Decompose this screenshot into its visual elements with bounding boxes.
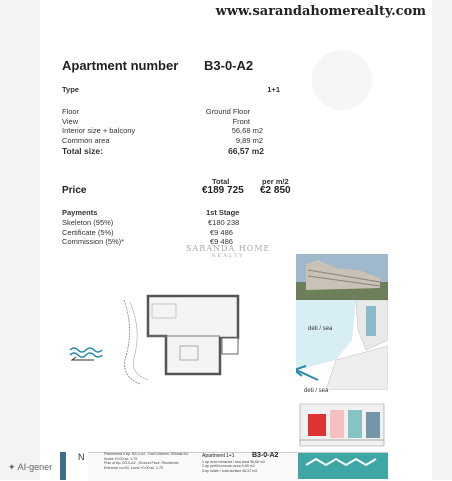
building-detail-plan [296, 400, 388, 452]
apartment-legend-label: Apartment [202, 453, 226, 459]
payment-row-label: Certificate (5%) [62, 228, 114, 237]
view-value: Front [232, 117, 250, 126]
logo-watermark-circle [312, 50, 372, 110]
view-label: View [62, 117, 79, 126]
plan-footer-text: Planimetria e Ap. B3-0-A2 , Kati 0,Banim, Shkalla B3, Kuota +0.00 sh. 1:75 Plan of Ap. B3-0-A2 , Ground Floor, Residence, Entrance no.B3, Level +0.00 sc. 1:75 [104, 452, 189, 470]
payment-row-value: €9 486 [210, 228, 233, 237]
legend-row: 1.ap neto+veranda / sea area 56,68 m2 [202, 460, 266, 464]
apartment-number: B3-0-A2 [204, 58, 254, 73]
common-area-value: 9,89 m2 [235, 136, 263, 145]
price-perm2: €2 850 [260, 185, 291, 196]
common-area-label: Common area [62, 136, 110, 145]
legend-blue-bar [60, 452, 66, 480]
total-size-label: Total size: [62, 146, 103, 156]
legend-row: 2.ap perfil/common area 9,89 m2 [202, 464, 255, 469]
site-map-image [296, 300, 388, 390]
type-value: 1+1 [267, 85, 280, 94]
floor-plan-drawing [60, 288, 260, 388]
price-total-head: Total [212, 177, 230, 186]
left-margin [0, 0, 40, 480]
payments-stage-head: 1st Stage [206, 208, 240, 217]
building-render-image [296, 254, 388, 300]
price-label: Price [62, 185, 87, 196]
total-size-value: 66,57 m2 [228, 146, 264, 156]
website-url: www.sarandahomerealty.com [215, 4, 426, 19]
compass-icon: N [78, 452, 85, 462]
right-margin [432, 0, 452, 480]
payment-row-label: Skeleton (95%) [62, 218, 114, 227]
price-perm2-head: per m/2 [262, 177, 289, 186]
payment-row-label: Commission (5%)* [62, 237, 125, 246]
payment-row-value: €9 486 [210, 237, 233, 246]
ai-generated-label: AI-gener [17, 462, 53, 472]
sea-label: deti / sea [304, 388, 329, 394]
type-label: Type [62, 85, 79, 94]
price-total: €189 725 [202, 185, 244, 196]
sparkle-icon: ✦ [8, 462, 16, 472]
brand-watermark: SARANDA HOME REALTY [186, 244, 271, 259]
interior-value: 56,68 m2 [231, 126, 263, 135]
sea-label: deti / sea [308, 326, 333, 332]
brand-wave-logo [298, 453, 388, 479]
legend-row: 3.ap totale / total surface 66,57 m2 [202, 468, 258, 473]
ai-generated-badge [8, 462, 52, 473]
apartment-legend-number: B3-0-A2 [252, 452, 279, 459]
apartment-legend-rows [202, 460, 265, 473]
floor-label: Floor [62, 107, 80, 116]
payment-row-value: €180 238 [208, 218, 240, 227]
floor-value: Ground Floor [205, 107, 250, 116]
apartment-legend-type: 1+1 [226, 453, 235, 459]
payments-label: Payments [62, 208, 98, 217]
apartment-title: Apartment number [62, 58, 179, 73]
interior-label: Interior size + balcony [62, 126, 136, 135]
sea-waves-icon [68, 344, 106, 366]
